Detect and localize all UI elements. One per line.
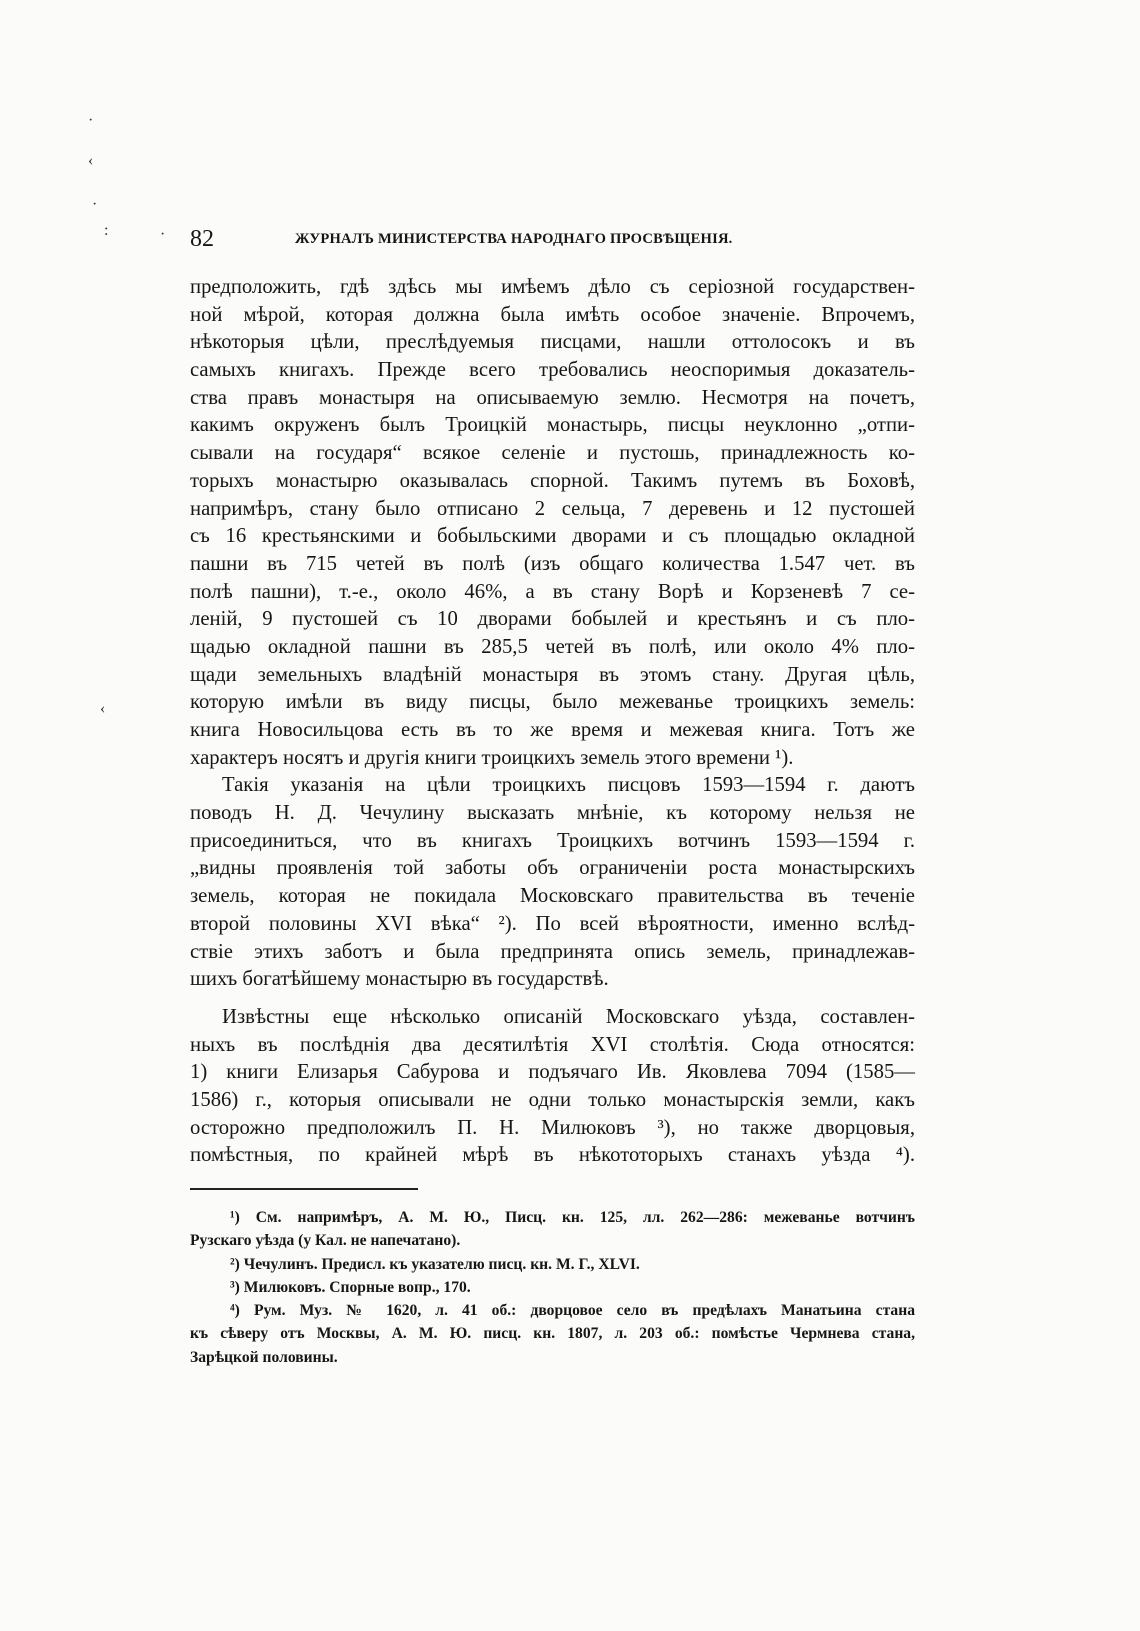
text-line: Извѣстны еще нѣсколько описаній Московскаго уѣзда, составлен- [222, 1005, 915, 1028]
text-line: осторожно предположилъ П. Н. Милюковъ ³), но также дворцовыя, [190, 1116, 915, 1139]
text-line: щадью окладной пашни въ 285,5 четей въ полѣ, или около 4% пло- [190, 635, 915, 658]
footnotes [190, 1206, 915, 1369]
text-line: поводъ Н. Д. Чечулину высказать мнѣніе, къ которому нельзя не [190, 802, 915, 825]
text-line: 1) книги Елизарья Сабурова и подъячаго Ив. Яковлева 7094 (1585— [190, 1061, 915, 1084]
paragraph-gap [190, 994, 915, 1004]
footnote-line: ¹) См. напримѣръ, А. М. Ю., Писц. кн. 125, лл. 262—286: межеванье вотчинъ [230, 1209, 915, 1226]
footnote-divider [190, 1188, 418, 1190]
footnote-line: ³) Милюковъ. Спорные вопр., 170. [230, 1278, 471, 1296]
text-line: 1586) г., которыя описывали не одни только монастырскія земли, какъ [190, 1088, 915, 1111]
page-number: 82 [190, 226, 214, 252]
footnote-line: къ сѣверу отъ Москвы, А. М. Ю. писц. кн. 1807, л. 203 об.: помѣстье Чермнева стана, [190, 1325, 915, 1343]
text-line: ной мѣрой, которая должна была имѣть особое значеніе. Впрочемъ, [190, 303, 915, 326]
text-line: ствіе этихъ заботъ и была предпринята опись земель, принадлежав- [190, 940, 915, 963]
footnote-line: ²) Чечулинъ. Предисл. къ указателю писц. кн. М. Г., XLVI. [230, 1255, 640, 1273]
text-line: второй половины XVI вѣка“ ²). По всей вѣроятности, именно вслѣд- [190, 912, 915, 935]
scan-speck: ‹ [100, 700, 106, 717]
text-line: напримѣръ, стану было отписано 2 сельца, 7 деревень и 12 пустошей [190, 497, 915, 520]
scan-speck: : [104, 222, 109, 239]
text-line: ныхъ въ послѣднія два десятилѣтія XVI столѣтія. Сюда относятся: [190, 1033, 915, 1056]
text-line: предположить, гдѣ здѣсь мы имѣемъ дѣло съ серіозной государствен- [190, 276, 915, 298]
text-line: шихъ богатѣйшему монастырю въ государствѣ. [190, 968, 609, 991]
text-line: пашни въ 715 четей въ полѣ (изъ общаго количества 1.547 чет. въ [190, 552, 915, 575]
text-line: съ 16 крестьянскими и бобыльскими дворами и съ площадью окладной [190, 525, 915, 548]
text-line: „видны проявленія той заботы объ ограниченіи роста монастырскихъ [190, 857, 915, 880]
footnote-line: Рузскаго уѣзда (у Кал. не напечатано). [190, 1232, 461, 1250]
running-title: ЖУРНАЛЪ МИНИСТЕРСТВА НАРОДНАГО ПРОСВѢЩЕНІЯ. [295, 231, 733, 247]
text-line: ства правъ монастыря на описываемую землю. Несмотря на почетъ, [190, 386, 915, 409]
footnote-line: Зарѣцкой половины. [190, 1348, 338, 1366]
text-line: леній, 9 пустошей съ 10 дворами бобылей и крестьянъ и съ пло- [190, 608, 915, 631]
text-line: торыхъ монастырю оказывалась спорной. Такимъ путемъ въ Боховѣ, [190, 469, 915, 492]
page-header [190, 222, 915, 256]
footnote-line: ⁴) Рум. Муз. № 1620, л. 41 об.: дворцовое село въ предѣлахъ Манатьина стана [230, 1302, 915, 1320]
text-line: Такія указанія на цѣли троицкихъ писцовъ 1593—1594 г. даютъ [222, 774, 915, 797]
text-line: щади земельныхъ владѣній монастыря въ этомъ стану. Другая цѣль, [190, 663, 915, 686]
text-line: книга Новосильцова есть въ то же время и межевая книга. Тотъ же [190, 719, 915, 741]
scan-speck: · [92, 196, 98, 213]
text-line: присоединиться, что въ книгахъ Троицкихъ вотчинъ 1593—1594 г. [190, 829, 915, 852]
text-line: помѣстныя, по крайней мѣрѣ въ нѣкототорыхъ станахъ уѣзда ⁴). [190, 1144, 915, 1167]
scan-speck: ‹ [88, 152, 94, 169]
text-line: земель, которая не покидала Московскаго правительства въ теченіе [190, 885, 915, 908]
text-line: самыхъ книгахъ. Прежде всего требовались неоспоримыя доказатель- [190, 359, 915, 382]
text-line: сывали на государя“ всякое селеніе и пустошь, принадлежность ко- [190, 442, 915, 465]
body-text [190, 274, 915, 1170]
scan-speck: · [88, 112, 94, 129]
text-line: нѣкоторыя цѣли, преслѣдуемыя писцами, нашли оттолосокъ и въ [190, 331, 915, 354]
text-line: какимъ окруженъ былъ Троицкій монастырь, писцы неуклонно „отпи- [190, 414, 915, 437]
scan-speck: · [160, 226, 166, 243]
text-line: которую имѣли въ виду писцы, было межеванье троицкихъ земель: [190, 691, 915, 714]
text-line: характеръ носятъ и другія книги троицкихъ земель этого времени ¹). [190, 746, 794, 769]
text-line: полѣ пашни), т.-е., около 46%, а въ стану Ворѣ и Корзеневѣ 7 се- [190, 580, 915, 603]
